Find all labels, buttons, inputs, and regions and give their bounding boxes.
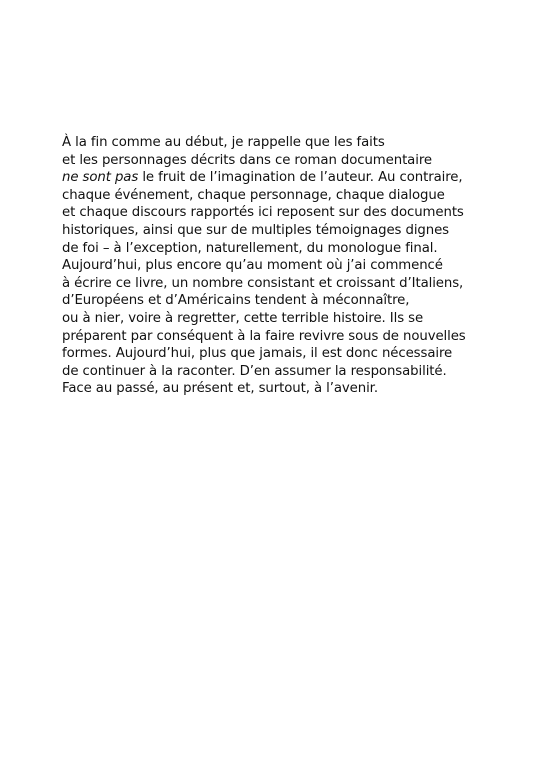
text-line: d’Européens et d’Américains tendent à méconnaître, — [62, 293, 410, 309]
text-line: à écrire ce livre, un nombre consistant et croissant d’Italiens, — [62, 275, 464, 291]
author-note-paragraph — [62, 134, 502, 398]
text-line: chaque événement, chaque personnage, chaque dialogue — [62, 187, 445, 203]
text-segment: le fruit de l’imagination de l’auteur. Au contraire, — [138, 170, 463, 186]
text-line: formes. Aujourd’hui, plus que jamais, il est donc nécessaire — [62, 346, 453, 362]
text-line: préparent par conséquent à la faire revivre sous de nouvelles — [62, 328, 466, 344]
text-line: et chaque discours rapportés ici reposent sur des documents — [62, 205, 464, 221]
text-line: de continuer à la raconter. D’en assumer la responsabilité. — [62, 363, 447, 379]
text-line: de foi – à l’exception, naturellement, du monologue final. — [62, 240, 438, 256]
text-line — [62, 169, 502, 187]
text-line: Face au passé, au présent et, surtout, à l’avenir. — [62, 381, 378, 397]
text-line: et les personnages décrits dans ce roman documentaire — [62, 152, 432, 168]
emphasized-text: ne sont pas — [62, 170, 139, 186]
text-line: À la fin comme au début, je rappelle que les faits — [62, 135, 385, 150]
text-line: ou à nier, voire à regretter, cette terrible histoire. Ils se — [62, 310, 424, 326]
text-line: historiques, ainsi que sur de multiples témoignages dignes — [62, 222, 450, 238]
text-line: Aujourd’hui, plus encore qu’au moment où j’ai commencé — [62, 258, 443, 274]
